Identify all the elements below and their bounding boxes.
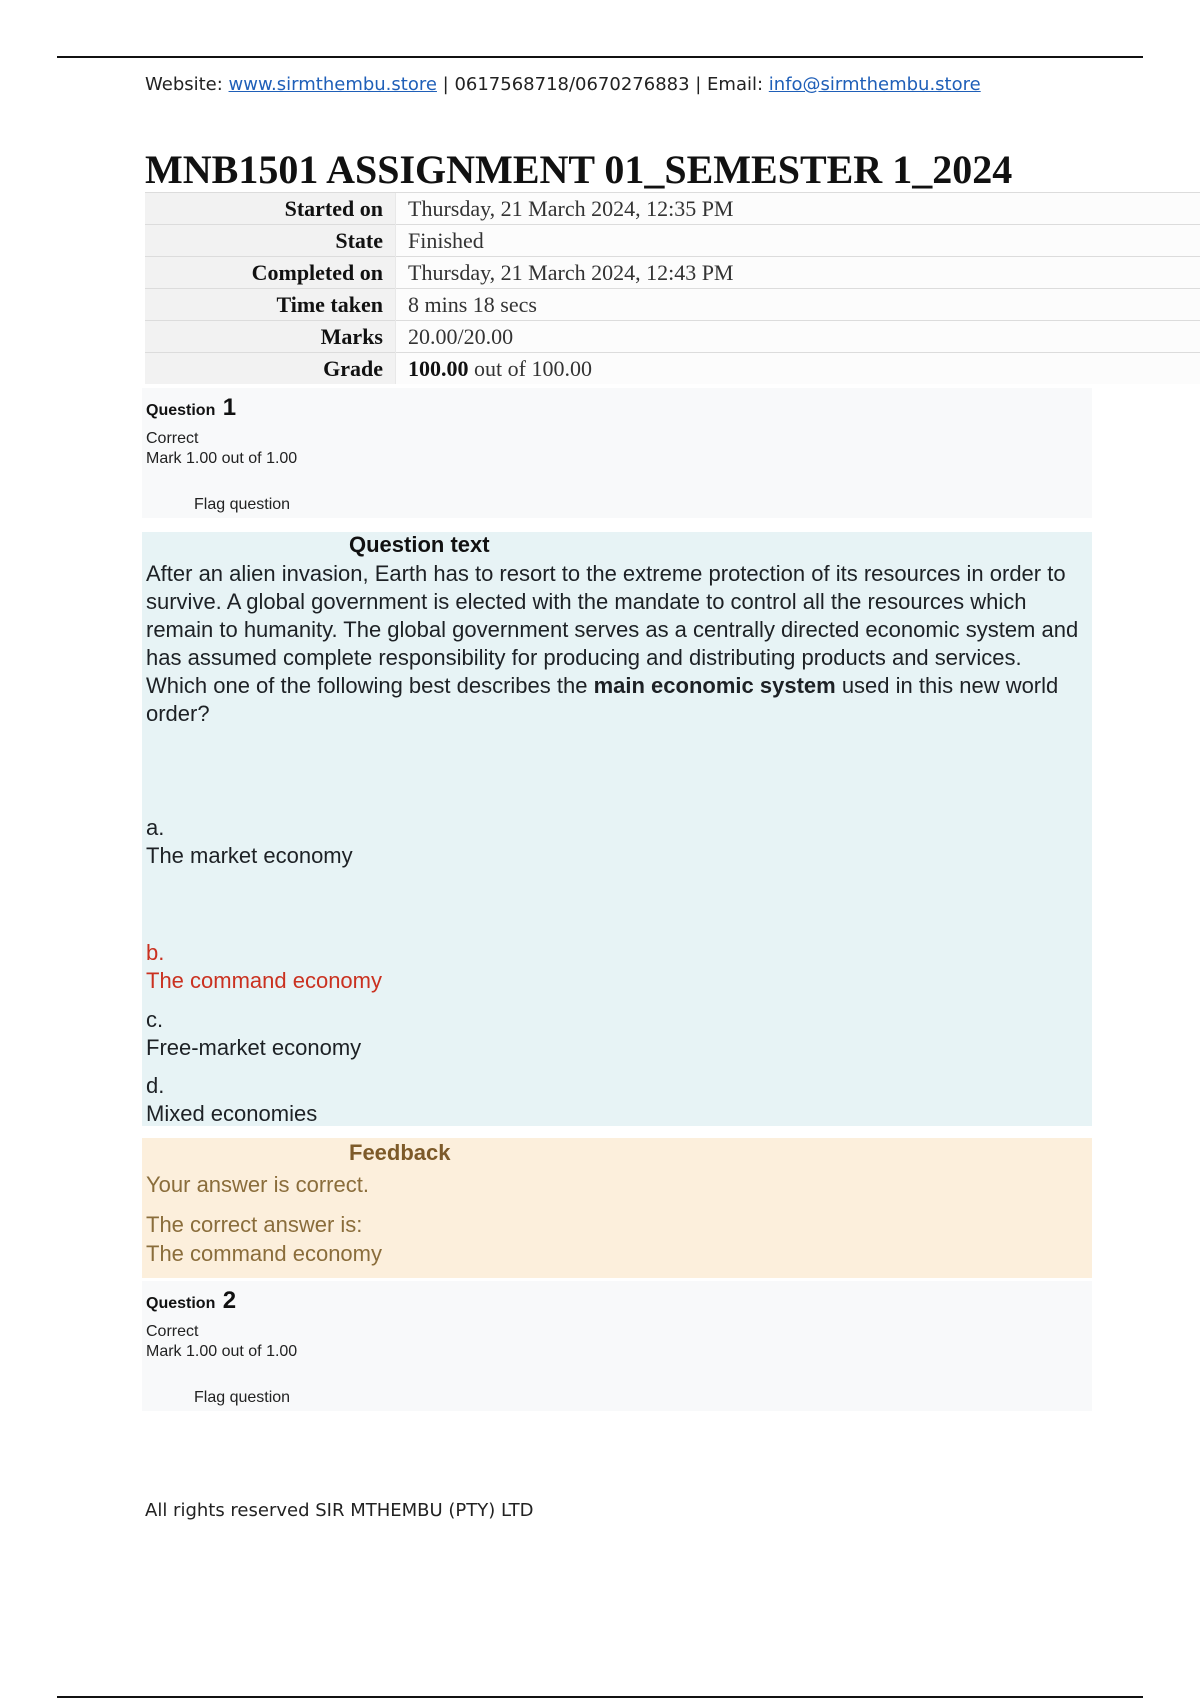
website-link[interactable]: www.sirmthembu.store <box>228 74 437 95</box>
summary-value: Thursday, 21 March 2024, 12:43 PM <box>396 257 1200 289</box>
question-number <box>146 394 236 422</box>
question-state: Correct <box>146 1323 199 1340</box>
bottom-rule <box>57 1696 1143 1698</box>
summary-label: State <box>145 225 396 257</box>
question-number-value: 1 <box>222 394 237 421</box>
option-text: Mixed economies <box>146 1101 318 1126</box>
question-text <box>146 560 1086 728</box>
answer-option-c[interactable] <box>146 1006 361 1062</box>
grade-value <box>396 353 1200 385</box>
question-text-part1: After an alien invasion, Earth has to resort to the extreme protection of its resources in order to survive. A global government is elected with the mandate to control all the resources which remain to humanity. The global government serves as a centrally directed economic system and has assumed complete responsibility for producing and distributing products and services. Which one of the following best describes the <box>146 561 1079 698</box>
option-text: Free-market economy <box>146 1035 362 1060</box>
summary-row <box>145 193 1200 225</box>
summary-label: Time taken <box>145 289 396 321</box>
summary-value: 20.00/20.00 <box>396 321 1200 353</box>
phone-numbers: | 0617568718/0670276883 | Email: <box>436 74 769 95</box>
answer-option-a[interactable] <box>146 814 353 870</box>
summary-label: Completed on <box>145 257 396 289</box>
website-label: Website: <box>145 74 229 95</box>
header-contact-line <box>145 74 981 95</box>
attempt-summary-table <box>145 192 1200 384</box>
question-1-feedback <box>142 1138 1092 1278</box>
summary-row <box>145 257 1200 289</box>
question-text-part2: used in this new world order? <box>146 673 1059 726</box>
email-link[interactable]: info@sirmthembu.store <box>768 74 981 95</box>
feedback-correct-answer: The command economy <box>146 1241 382 1266</box>
question-mark: Mark 1.00 out of 1.00 <box>146 1343 298 1360</box>
question-number-value: 2 <box>222 1287 237 1314</box>
summary-label: Marks <box>145 321 396 353</box>
answer-option-b[interactable] <box>146 939 382 995</box>
question-label: Question <box>146 1295 216 1312</box>
summary-value: 8 mins 18 secs <box>396 289 1200 321</box>
summary-row-grade <box>145 353 1200 385</box>
grade-suffix: out of 100.00 <box>468 355 592 381</box>
summary-row <box>145 225 1200 257</box>
question-text-bold: main economic system <box>593 673 836 698</box>
feedback-result: Your answer is correct. <box>146 1172 369 1197</box>
summary-label: Started on <box>145 193 396 225</box>
footer-copyright: All rights reserved SIR MTHEMBU (PTY) LTD <box>145 1500 534 1521</box>
feedback-heading: Feedback <box>349 1140 451 1165</box>
grade-label: Grade <box>145 353 396 385</box>
summary-value: Finished <box>396 225 1200 257</box>
question-number <box>146 1287 236 1315</box>
option-letter: b. <box>146 940 165 965</box>
summary-value: Thursday, 21 March 2024, 12:35 PM <box>396 193 1200 225</box>
answer-option-d[interactable] <box>146 1072 317 1128</box>
option-text: The command economy <box>146 968 382 993</box>
question-state: Correct <box>146 430 199 447</box>
summary-row <box>145 289 1200 321</box>
question-mark: Mark 1.00 out of 1.00 <box>146 450 298 467</box>
question-label: Question <box>146 402 216 419</box>
grade-score: 100.00 <box>408 355 469 381</box>
feedback-correct-label: The correct answer is: <box>146 1212 363 1237</box>
summary-row <box>145 321 1200 353</box>
option-letter: a. <box>146 815 165 840</box>
option-letter: d. <box>146 1073 165 1098</box>
flag-question-button[interactable]: Flag question <box>194 1389 291 1406</box>
option-letter: c. <box>146 1007 164 1032</box>
question-text-heading: Question text <box>349 532 490 557</box>
flag-question-button[interactable]: Flag question <box>194 496 291 513</box>
question-1-formulation <box>142 532 1092 1126</box>
question-1-info <box>142 388 1092 518</box>
top-rule <box>57 56 1143 58</box>
option-text: The market economy <box>146 843 353 868</box>
page-title: MNB1501 ASSIGNMENT 01_SEMESTER 1_2024 <box>145 147 1013 192</box>
question-2-info <box>142 1281 1092 1411</box>
